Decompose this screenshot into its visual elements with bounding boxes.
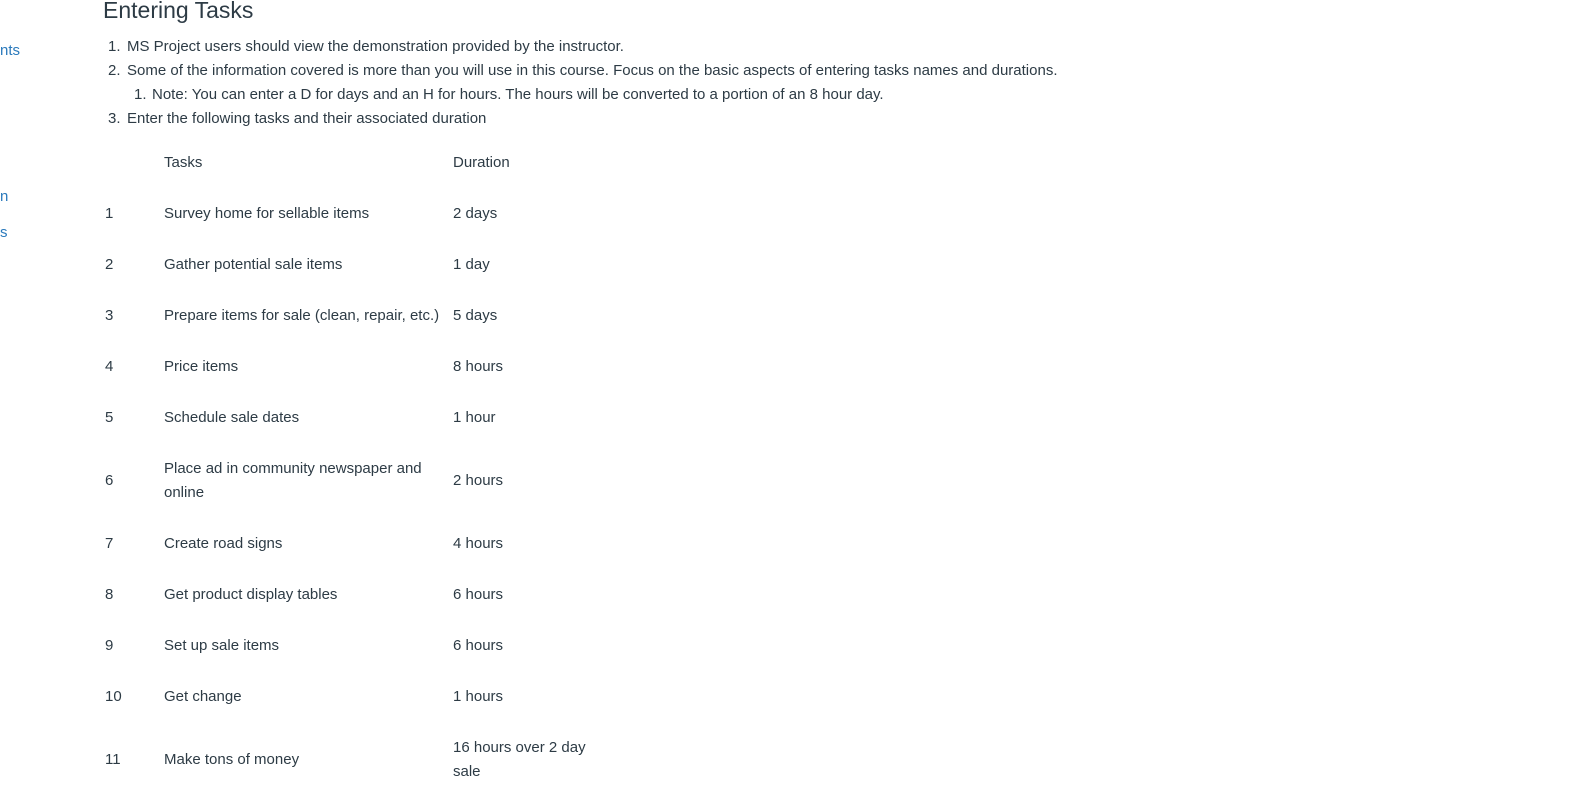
- task-name: Price items: [164, 357, 239, 375]
- task-number: 10: [105, 687, 122, 705]
- list-marker: 3.: [108, 110, 121, 127]
- table-row: [99, 392, 611, 443]
- table-row: [99, 341, 611, 392]
- list-marker: 2.: [108, 62, 121, 79]
- list-marker: 1.: [134, 86, 147, 103]
- task-name: Make tons of money: [164, 750, 300, 768]
- task-duration: 8 hours: [453, 357, 504, 375]
- task-number: 2: [105, 255, 114, 273]
- task-duration: 1 hour: [453, 408, 496, 426]
- task-number: 9: [105, 636, 114, 654]
- task-number: 3: [105, 306, 114, 324]
- task-duration: 6 hours: [453, 585, 504, 603]
- header-cell-number: [99, 137, 158, 188]
- instruction-text: Some of the information covered is more than you will use in this course. Focus on the basic aspects of entering tasks names and durations.: [127, 62, 1058, 79]
- instruction-item: [103, 35, 1057, 59]
- task-name: Schedule sale dates: [164, 408, 300, 426]
- table-row: [99, 239, 611, 290]
- instruction-text: MS Project users should view the demonstration provided by the instructor.: [127, 38, 624, 55]
- table-row: [99, 569, 611, 620]
- task-duration: 2 hours: [453, 471, 504, 489]
- task-name: Get product display tables: [164, 585, 338, 603]
- task-duration: 5 days: [453, 306, 498, 324]
- header-cell-tasks: Tasks: [164, 153, 203, 171]
- task-name: Survey home for sellable items: [164, 204, 370, 222]
- sidebar-link-3[interactable]: s: [0, 224, 8, 241]
- table-header-row: [99, 137, 611, 188]
- task-number: 4: [105, 357, 114, 375]
- task-duration: 1 day: [453, 255, 490, 273]
- task-duration: 6 hours: [453, 636, 504, 654]
- sidebar-link-2[interactable]: n: [0, 188, 9, 205]
- table-row: [99, 671, 611, 722]
- page-title: Entering Tasks: [103, 0, 254, 23]
- list-marker: 1.: [108, 38, 121, 55]
- task-number: 1: [105, 204, 114, 222]
- header-cell-duration: Duration: [453, 153, 510, 171]
- task-duration: 16 hours over 2 day sale: [453, 738, 586, 780]
- task-number: 5: [105, 408, 114, 426]
- tasks-table: [99, 137, 611, 797]
- table-row: [99, 290, 611, 341]
- table-row: [99, 518, 611, 569]
- task-number: 8: [105, 585, 114, 603]
- instruction-item: [103, 107, 1057, 131]
- instruction-text: Note: You can enter a D for days and an H for hours. The hours will be converted to a portion of an 8 hour day.: [152, 86, 884, 103]
- sidebar-link-1[interactable]: nts: [0, 42, 21, 59]
- task-name: Place ad in community newspaper and online: [164, 459, 422, 501]
- task-name: Set up sale items: [164, 636, 280, 654]
- task-name: Gather potential sale items: [164, 255, 343, 273]
- task-duration: 4 hours: [453, 534, 504, 552]
- table-row: [99, 722, 611, 797]
- table-row: [99, 620, 611, 671]
- table-row: [99, 188, 611, 239]
- task-name: Create road signs: [164, 534, 283, 552]
- task-number: 6: [105, 471, 114, 489]
- instructions-list: [103, 35, 1057, 131]
- task-number: 11: [105, 750, 121, 768]
- task-duration: 1 hours: [453, 687, 504, 705]
- instruction-text: Enter the following tasks and their associated duration: [127, 110, 487, 127]
- task-name: Prepare items for sale (clean, repair, etc.): [164, 306, 440, 324]
- task-number: 7: [105, 534, 114, 552]
- instruction-item: [103, 59, 1057, 83]
- table-row: [99, 443, 611, 518]
- instruction-subitem: [103, 83, 1057, 107]
- course-navigation-sidebar: [0, 0, 40, 806]
- task-name: Get change: [164, 687, 242, 705]
- task-duration: 2 days: [453, 204, 498, 222]
